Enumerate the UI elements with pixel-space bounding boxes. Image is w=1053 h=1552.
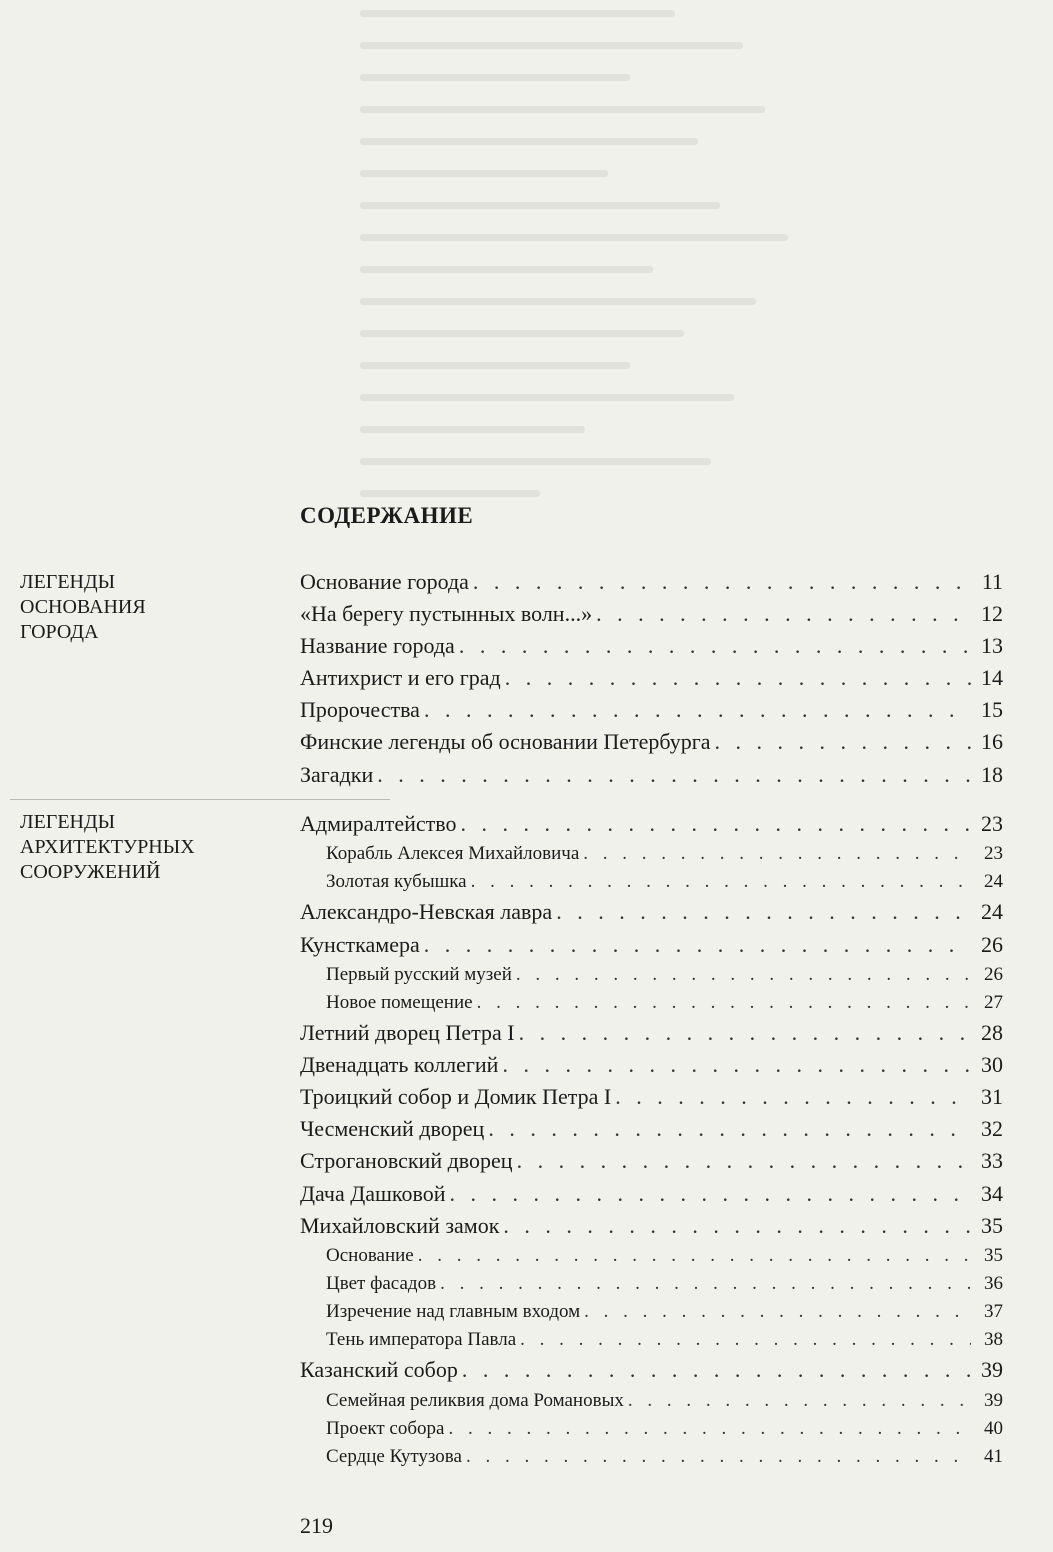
toc-entry[interactable] xyxy=(300,1113,1003,1145)
dot-leader xyxy=(462,1354,971,1386)
toc-entry[interactable] xyxy=(300,1178,1003,1210)
toc-entry-title: Основание города xyxy=(300,569,469,594)
toc-subentry[interactable] xyxy=(300,1326,1003,1354)
toc-entry-title: Строгановский дворец xyxy=(300,1148,513,1174)
toc-entry-title: Пророчества xyxy=(300,697,420,723)
toc-entry-title: Новое помещение xyxy=(326,991,473,1013)
section-divider xyxy=(10,799,390,800)
toc-subentry[interactable] xyxy=(300,1242,1003,1270)
toc-entry[interactable] xyxy=(300,694,1003,726)
bleed-through-texture xyxy=(360,10,810,530)
toc-entry-title: Золотая кубышка xyxy=(326,871,467,893)
toc-entry-page: 18 xyxy=(981,761,1003,787)
toc-entry-page: 35 xyxy=(981,1212,1003,1238)
dot-leader xyxy=(424,929,971,961)
dot-leader xyxy=(615,1081,971,1113)
dot-leader xyxy=(520,1326,971,1354)
section-label-architecture xyxy=(20,810,260,885)
toc-entry-page: 34 xyxy=(981,1180,1003,1206)
dot-leader xyxy=(488,1113,971,1145)
toc-subentry[interactable] xyxy=(300,840,1003,868)
toc-entry[interactable] xyxy=(300,566,1003,598)
toc-entry-title: «На берегу пустынных волн...» xyxy=(300,601,593,627)
toc-subentry[interactable] xyxy=(300,961,1003,989)
dot-leader xyxy=(424,694,971,726)
toc-entry-page: 32 xyxy=(981,1116,1003,1142)
toc-entry[interactable] xyxy=(300,1081,1003,1113)
toc-entry-page: 27 xyxy=(984,991,1003,1013)
toc-subentry[interactable] xyxy=(300,1443,1003,1471)
section-label-line: АРХИТЕКТУРНЫХ xyxy=(20,836,195,858)
dot-leader xyxy=(715,726,971,758)
toc-entry-title: Двенадцать коллегий xyxy=(300,1052,499,1078)
toc-entry-page: 16 xyxy=(981,729,1003,755)
toc-entry-page: 13 xyxy=(981,633,1003,659)
toc-entry[interactable] xyxy=(300,1210,1003,1242)
section-label-line: ЛЕГЕНДЫ xyxy=(20,811,116,833)
toc-entry-page: 36 xyxy=(984,1272,1003,1294)
toc-entry-page: 30 xyxy=(981,1052,1003,1078)
toc-entry-title: Дача Дашковой xyxy=(300,1180,446,1206)
dot-leader xyxy=(583,840,971,868)
toc-entry-title: Казанский собор xyxy=(300,1357,458,1383)
dot-leader xyxy=(505,662,971,694)
toc-entry-page: 39 xyxy=(984,1389,1003,1411)
dot-leader xyxy=(628,1387,971,1415)
toc-entry-page: 11 xyxy=(981,569,1003,594)
toc-entry[interactable] xyxy=(300,1049,1003,1081)
toc-entry-page: 12 xyxy=(981,601,1003,627)
dot-leader xyxy=(459,630,971,662)
dot-leader xyxy=(466,1443,971,1471)
toc-entry-page: 37 xyxy=(984,1301,1003,1323)
toc-entry-title: Кунсткамера xyxy=(300,931,420,957)
toc-entry[interactable] xyxy=(300,662,1003,694)
toc-entry[interactable] xyxy=(300,630,1003,662)
toc-entry-title: Антихрист и его град xyxy=(300,665,501,691)
dot-leader xyxy=(460,808,971,840)
toc-entry[interactable] xyxy=(300,1145,1003,1177)
section-label-line: ОСНОВАНИЯ xyxy=(20,596,146,618)
toc-entry-title: Загадки xyxy=(300,761,374,787)
toc-subentry[interactable] xyxy=(300,1415,1003,1443)
section-label-line: ЛЕГЕНДЫ xyxy=(20,571,116,593)
toc-section-founding xyxy=(300,566,1003,791)
toc-subentry[interactable] xyxy=(300,1387,1003,1415)
toc-entry[interactable] xyxy=(300,759,1003,791)
toc-entry-title: Основание xyxy=(326,1244,414,1266)
toc-entry-title: Александро-Невская лавра xyxy=(300,899,553,925)
dot-leader xyxy=(450,1178,971,1210)
section-label-line: СООРУЖЕНИЙ xyxy=(20,861,161,883)
dot-leader xyxy=(519,1017,971,1049)
toc-entry-page: 23 xyxy=(984,843,1003,865)
toc-subentry[interactable] xyxy=(300,868,1003,896)
dot-leader xyxy=(440,1270,971,1298)
toc-entry-title: Проект собора xyxy=(326,1417,445,1439)
toc-entry-page: 31 xyxy=(981,1084,1003,1110)
toc-entry[interactable] xyxy=(300,598,1003,630)
toc-subentry[interactable] xyxy=(300,989,1003,1017)
page-title: СОДЕРЖАНИЕ xyxy=(300,503,474,528)
toc-entry-title: Адмиралтейство xyxy=(300,811,457,836)
toc-entry[interactable] xyxy=(300,1354,1003,1386)
toc-section-architecture xyxy=(300,808,1003,1471)
toc-entry[interactable] xyxy=(300,726,1003,758)
toc-entry-title: Михайловский замок xyxy=(300,1212,500,1238)
dot-leader xyxy=(517,1145,971,1177)
toc-entry-title: Тень императора Павла xyxy=(326,1329,517,1351)
toc-entry-page: 28 xyxy=(981,1020,1003,1046)
toc-entry-title: Сердце Кутузова xyxy=(326,1445,462,1467)
toc-entry-page: 23 xyxy=(981,811,1003,836)
dot-leader xyxy=(377,759,971,791)
toc-entry-title: Финские легенды об основании Петербурга xyxy=(300,729,711,755)
toc-entry-title: Корабль Алексея Михайловича xyxy=(326,843,580,865)
dot-leader xyxy=(477,989,971,1017)
dot-leader xyxy=(473,566,971,598)
page-number: 219 xyxy=(300,1513,333,1538)
toc-subentry[interactable] xyxy=(300,1270,1003,1298)
toc-entry-page: 33 xyxy=(981,1148,1003,1174)
dot-leader xyxy=(516,961,971,989)
toc-entry-title: Изречение над главным входом xyxy=(326,1301,581,1323)
toc-entry-page: 39 xyxy=(981,1357,1003,1383)
toc-entry[interactable] xyxy=(300,808,1003,840)
dot-leader xyxy=(584,1298,971,1326)
toc-entry-page: 35 xyxy=(984,1244,1003,1266)
dot-leader xyxy=(556,896,971,928)
section-label-line: ГОРОДА xyxy=(20,621,99,643)
toc-entry-title: Троицкий собор и Домик Петра I xyxy=(300,1084,612,1110)
toc-entry-page: 40 xyxy=(984,1417,1003,1439)
dot-leader xyxy=(503,1210,971,1242)
toc-entry-title: Первый русский музей xyxy=(326,963,512,985)
toc-entry-page: 24 xyxy=(981,899,1003,925)
toc-entry-title: Чесменский дворец xyxy=(300,1116,485,1142)
dot-leader xyxy=(448,1415,971,1443)
toc-entry[interactable] xyxy=(300,929,1003,961)
toc-entry-title: Летний дворец Петра I xyxy=(300,1020,515,1046)
toc-entry-title: Цвет фасадов xyxy=(326,1272,437,1294)
toc-entry-page: 26 xyxy=(984,963,1003,985)
dot-leader xyxy=(502,1049,971,1081)
toc-subentry[interactable] xyxy=(300,1298,1003,1326)
toc-entry[interactable] xyxy=(300,896,1003,928)
section-label-founding xyxy=(20,570,260,645)
dot-leader xyxy=(418,1242,971,1270)
toc-entry-page: 15 xyxy=(981,697,1003,723)
toc-entry[interactable] xyxy=(300,1017,1003,1049)
toc-entry-page: 38 xyxy=(984,1329,1003,1351)
toc-entry-title: Название города xyxy=(300,633,455,659)
toc-entry-page: 24 xyxy=(984,871,1003,893)
dot-leader xyxy=(596,598,971,630)
toc-entry-page: 14 xyxy=(981,665,1003,691)
toc-entry-title: Семейная реликвия дома Романовых xyxy=(326,1389,624,1411)
toc-entry-page: 41 xyxy=(984,1445,1003,1467)
toc-entry-page: 26 xyxy=(981,931,1003,957)
dot-leader xyxy=(471,868,971,896)
